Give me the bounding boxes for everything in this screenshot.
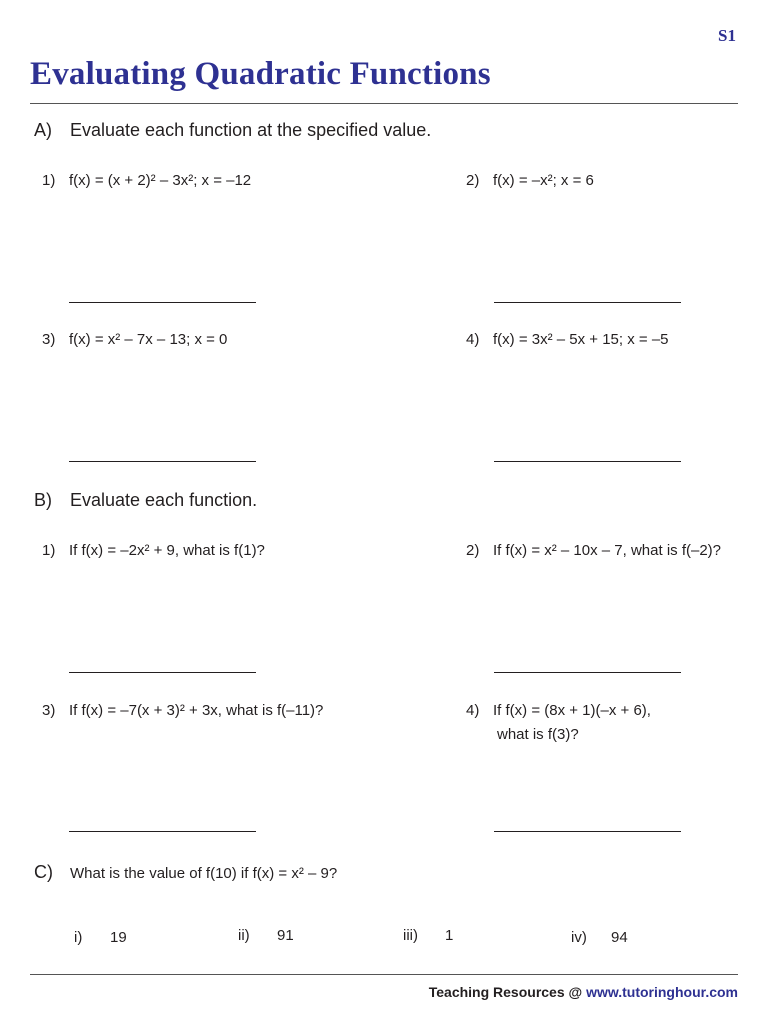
section-b-heading — [34, 490, 257, 511]
problem-number: 3) — [42, 702, 56, 719]
answer-line-b1[interactable] — [69, 672, 256, 673]
problem-number: 2) — [466, 542, 480, 559]
choice-ii[interactable] — [238, 927, 294, 944]
answer-line-a1[interactable] — [69, 302, 256, 303]
answer-line-a2[interactable] — [494, 302, 681, 303]
section-c-question: What is the value of f(10) if f(x) = x² – 9? — [70, 865, 338, 882]
choice-iv[interactable] — [571, 929, 628, 946]
footer-divider — [30, 974, 738, 975]
choice-roman: iii) — [403, 927, 418, 944]
choice-value: 1 — [445, 927, 454, 944]
problem-number: 4) — [466, 702, 480, 719]
problem-b3 — [42, 702, 323, 719]
answer-line-b4[interactable] — [494, 831, 681, 832]
choice-roman: ii) — [238, 927, 250, 944]
choice-i[interactable] — [74, 929, 127, 946]
problem-number: 2) — [466, 172, 480, 189]
answer-line-b2[interactable] — [494, 672, 681, 673]
section-a-instruction: Evaluate each function at the specified value. — [70, 120, 432, 140]
problem-b1 — [42, 542, 265, 559]
problem-number: 1) — [42, 542, 56, 559]
problem-text: f(x) = x² – 7x – 13; x = 0 — [69, 331, 228, 348]
section-a-label: A) — [34, 120, 52, 140]
problem-number: 3) — [42, 331, 56, 348]
problem-a3 — [42, 331, 227, 348]
section-a-heading — [34, 120, 431, 141]
footer-credit — [429, 984, 738, 1000]
section-c-heading — [34, 862, 337, 883]
problem-text: f(x) = 3x² – 5x + 15; x = –5 — [493, 331, 669, 348]
page-title: Evaluating Quadratic Functions — [30, 56, 491, 92]
title-divider — [30, 103, 738, 104]
problem-text: If f(x) = –2x² + 9, what is f(1)? — [69, 542, 265, 559]
choice-value: 94 — [611, 929, 628, 946]
choice-roman: iv) — [571, 929, 587, 946]
answer-line-a3[interactable] — [69, 461, 256, 462]
section-b-instruction: Evaluate each function. — [70, 490, 258, 510]
problem-number: 1) — [42, 172, 56, 189]
choice-roman: i) — [74, 929, 83, 946]
section-c-label: C) — [34, 862, 53, 882]
problem-text: f(x) = –x²; x = 6 — [493, 172, 594, 189]
choice-value: 19 — [110, 929, 127, 946]
problem-b4-continuation: what is f(3)? — [497, 726, 579, 743]
choice-value: 91 — [277, 927, 294, 944]
problem-a4 — [466, 331, 669, 348]
problem-b2 — [466, 542, 721, 559]
footer-text: Teaching Resources @ — [428, 984, 587, 1000]
section-b-label: B) — [34, 490, 52, 510]
choice-iii[interactable] — [403, 927, 453, 944]
problem-text: If f(x) = (8x + 1)(–x + 6), — [493, 702, 651, 719]
footer-link[interactable]: www.tutoringhour.com — [586, 984, 738, 1000]
problem-text: If f(x) = x² – 10x – 7, what is f(–2)? — [493, 542, 722, 559]
answer-line-a4[interactable] — [494, 461, 681, 462]
problem-text: f(x) = (x + 2)² – 3x²; x = –12 — [69, 172, 252, 189]
problem-b4 — [466, 702, 651, 719]
sheet-code: S1 — [718, 26, 736, 45]
problem-a1 — [42, 172, 251, 189]
problem-number: 4) — [466, 331, 480, 348]
answer-line-b3[interactable] — [69, 831, 256, 832]
problem-a2 — [466, 172, 594, 189]
problem-text: If f(x) = –7(x + 3)² + 3x, what is f(–11)? — [69, 702, 324, 719]
